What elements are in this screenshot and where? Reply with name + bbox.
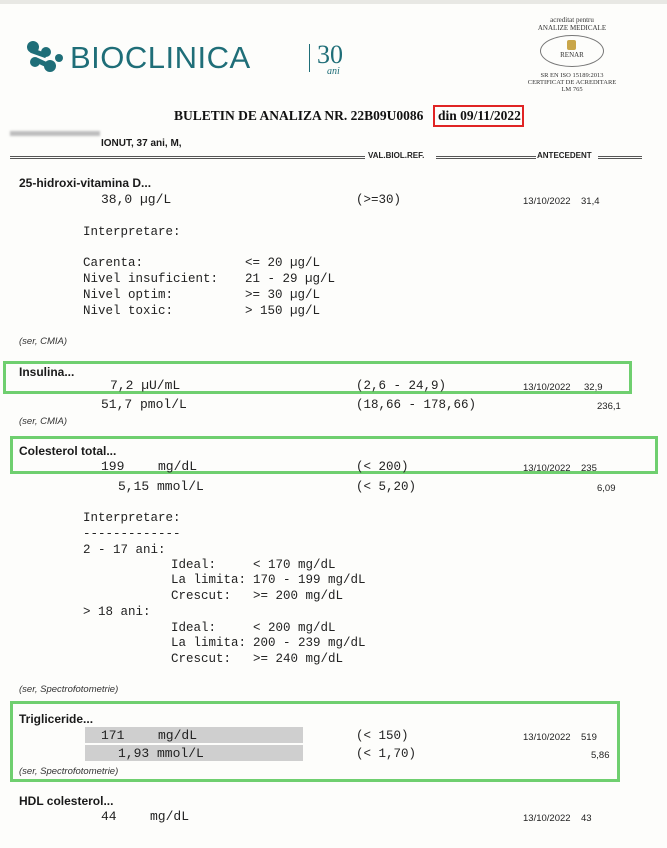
logo-ani: ani: [327, 66, 340, 77]
interp-label-vitd: Nivel optim:: [83, 288, 174, 302]
test-prev2-insulina: 236,1: [597, 401, 621, 412]
test-name-colesterol: Colesterol total...: [19, 444, 117, 458]
test-name-hdl: HDL colesterol...: [19, 794, 114, 808]
method-colesterol: (ser, Spectrofotometrie): [19, 684, 119, 695]
test-ref2-colesterol: (< 5,20): [356, 480, 417, 494]
test-prev-insulina: 32,9: [584, 382, 603, 393]
interp-range-colesterol: < 200 mg/dL: [253, 621, 336, 635]
interp-range-vitd: <= 20 µg/L: [245, 256, 321, 270]
column-header-ref: VAL.BIOL.REF.: [368, 151, 425, 160]
interp-title-colesterol: Interpretare:: [83, 511, 181, 525]
interp-range-colesterol: >= 240 mg/dL: [253, 652, 344, 666]
logo-years: 30: [317, 40, 343, 69]
patient-info: IONUT, 37 ani, M,: [101, 138, 182, 149]
test-prev-vitd: 31,4: [581, 196, 600, 207]
test-prev2-colesterol: 6,09: [597, 483, 616, 494]
accreditation-line: LM 765: [561, 86, 583, 93]
test-ref-insulina: (2,6 - 24,9): [356, 379, 447, 393]
accreditation-line: CERTIFICAT DE ACREDITARE: [527, 79, 617, 86]
interp-label-colesterol: Ideal:: [171, 558, 217, 572]
test-name-insulina: Insulina...: [19, 365, 75, 379]
interp-label-vitd: Nivel toxic:: [83, 304, 174, 318]
interp-range-colesterol: 200 - 239 mg/dL: [253, 636, 366, 650]
test-value-colesterol: 199: [101, 459, 125, 474]
test-date-vitd: 13/10/2022: [523, 196, 571, 207]
interp-range-vitd: 21 - 29 µg/L: [245, 272, 336, 286]
method-trigliceride: (ser, Spectrofotometrie): [19, 766, 119, 777]
interp-group1-colesterol: 2 - 17 ani:: [83, 543, 166, 557]
test-prev2-trigliceride: 5,86: [591, 750, 610, 761]
interp-range-vitd: > 150 µg/L: [245, 304, 321, 318]
test-value2-trigliceride: 1,93 mmol/L: [118, 746, 204, 761]
test-ref-colesterol: (< 200): [356, 460, 409, 474]
renar-seal-icon: [540, 35, 604, 67]
test-ref-trigliceride: (< 150): [356, 729, 409, 743]
renar-emblem-icon: [567, 40, 576, 50]
interp-label-colesterol: La limita:: [171, 573, 247, 587]
interp-range-colesterol: < 170 mg/dL: [253, 558, 336, 572]
test-value-trigliceride: 171: [101, 728, 125, 743]
test-value-hdl: 44: [101, 809, 117, 824]
test-date-colesterol: 13/10/2022: [523, 463, 571, 474]
column-rule-left: [10, 156, 365, 159]
interp-title-vitd: Interpretare:: [83, 225, 181, 239]
test-ref-vitd: (>=30): [356, 193, 402, 207]
interp-label-colesterol: Ideal:: [171, 621, 217, 635]
test-prev-hdl: 43: [581, 813, 592, 824]
interp-label-colesterol: Crescut:: [171, 589, 232, 603]
method-vitd: (ser, CMIA): [19, 336, 68, 347]
column-rule-right: [598, 156, 642, 159]
top-scan-edge: [0, 0, 667, 4]
test-name-trigliceride: Trigliceride...: [19, 712, 94, 726]
test-value2-insulina: 51,7 pmol/L: [101, 397, 187, 412]
accreditation-block: [512, 16, 632, 106]
method-insulina: (ser, CMIA): [19, 416, 68, 427]
bulletin-title: BULETIN DE ANALIZA NR. 22B09U0086: [174, 108, 424, 123]
test-date-insulina: 13/10/2022: [523, 382, 571, 393]
test-value2-colesterol: 5,15 mmol/L: [118, 479, 204, 494]
test-ref2-insulina: (18,66 - 178,66): [356, 398, 477, 412]
test-prev-colesterol: 235: [581, 463, 597, 474]
bioclinica-logo: [24, 38, 344, 82]
interp-label-colesterol: La limita:: [171, 636, 247, 650]
logo-text: BIOCLINICA: [70, 40, 251, 75]
test-value-vitd: 38,0 µg/L: [101, 192, 172, 207]
logo-divider: [309, 44, 310, 72]
accreditation-line: SR EN ISO 15189:2013: [540, 72, 604, 79]
column-header-antecedent: ANTECEDENT: [537, 151, 592, 160]
test-unit-colesterol: mg/dL: [158, 459, 198, 474]
test-unit-trigliceride: mg/dL: [158, 728, 198, 743]
test-date-hdl: 13/10/2022: [523, 813, 571, 824]
column-rule-mid: [436, 156, 536, 159]
accreditation-line: acreditat pentru: [550, 16, 594, 24]
test-prev-trigliceride: 519: [581, 732, 597, 743]
test-ref2-trigliceride: (< 1,70): [356, 747, 417, 761]
interp-range-vitd: >= 30 µg/L: [245, 288, 321, 302]
test-value-insulina: 7,2 µU/mL: [110, 378, 181, 393]
interp-range-colesterol: >= 200 mg/dL: [253, 589, 344, 603]
interp-label-vitd: Carenta:: [83, 256, 144, 270]
test-unit-hdl: mg/dL: [150, 809, 190, 824]
molecule-logo-icon: [24, 38, 64, 78]
test-date-trigliceride: 13/10/2022: [523, 732, 571, 743]
interp-range-colesterol: 170 - 199 mg/dL: [253, 573, 366, 587]
interp-label-vitd: Nivel insuficient:: [83, 272, 219, 286]
interp-rule-colesterol: -------------: [83, 527, 181, 541]
interp-group2-colesterol: > 18 ani:: [83, 605, 151, 619]
interp-label-colesterol: Crescut:: [171, 652, 232, 666]
bulletin-date: din 09/11/2022: [438, 108, 521, 123]
renar-label: RENAR: [560, 51, 584, 59]
patient-redacted: [10, 131, 100, 136]
test-name-vitd: 25-hidroxi-vitamina D...: [19, 176, 152, 190]
accreditation-line: ANALIZE MEDICALE: [537, 24, 607, 32]
